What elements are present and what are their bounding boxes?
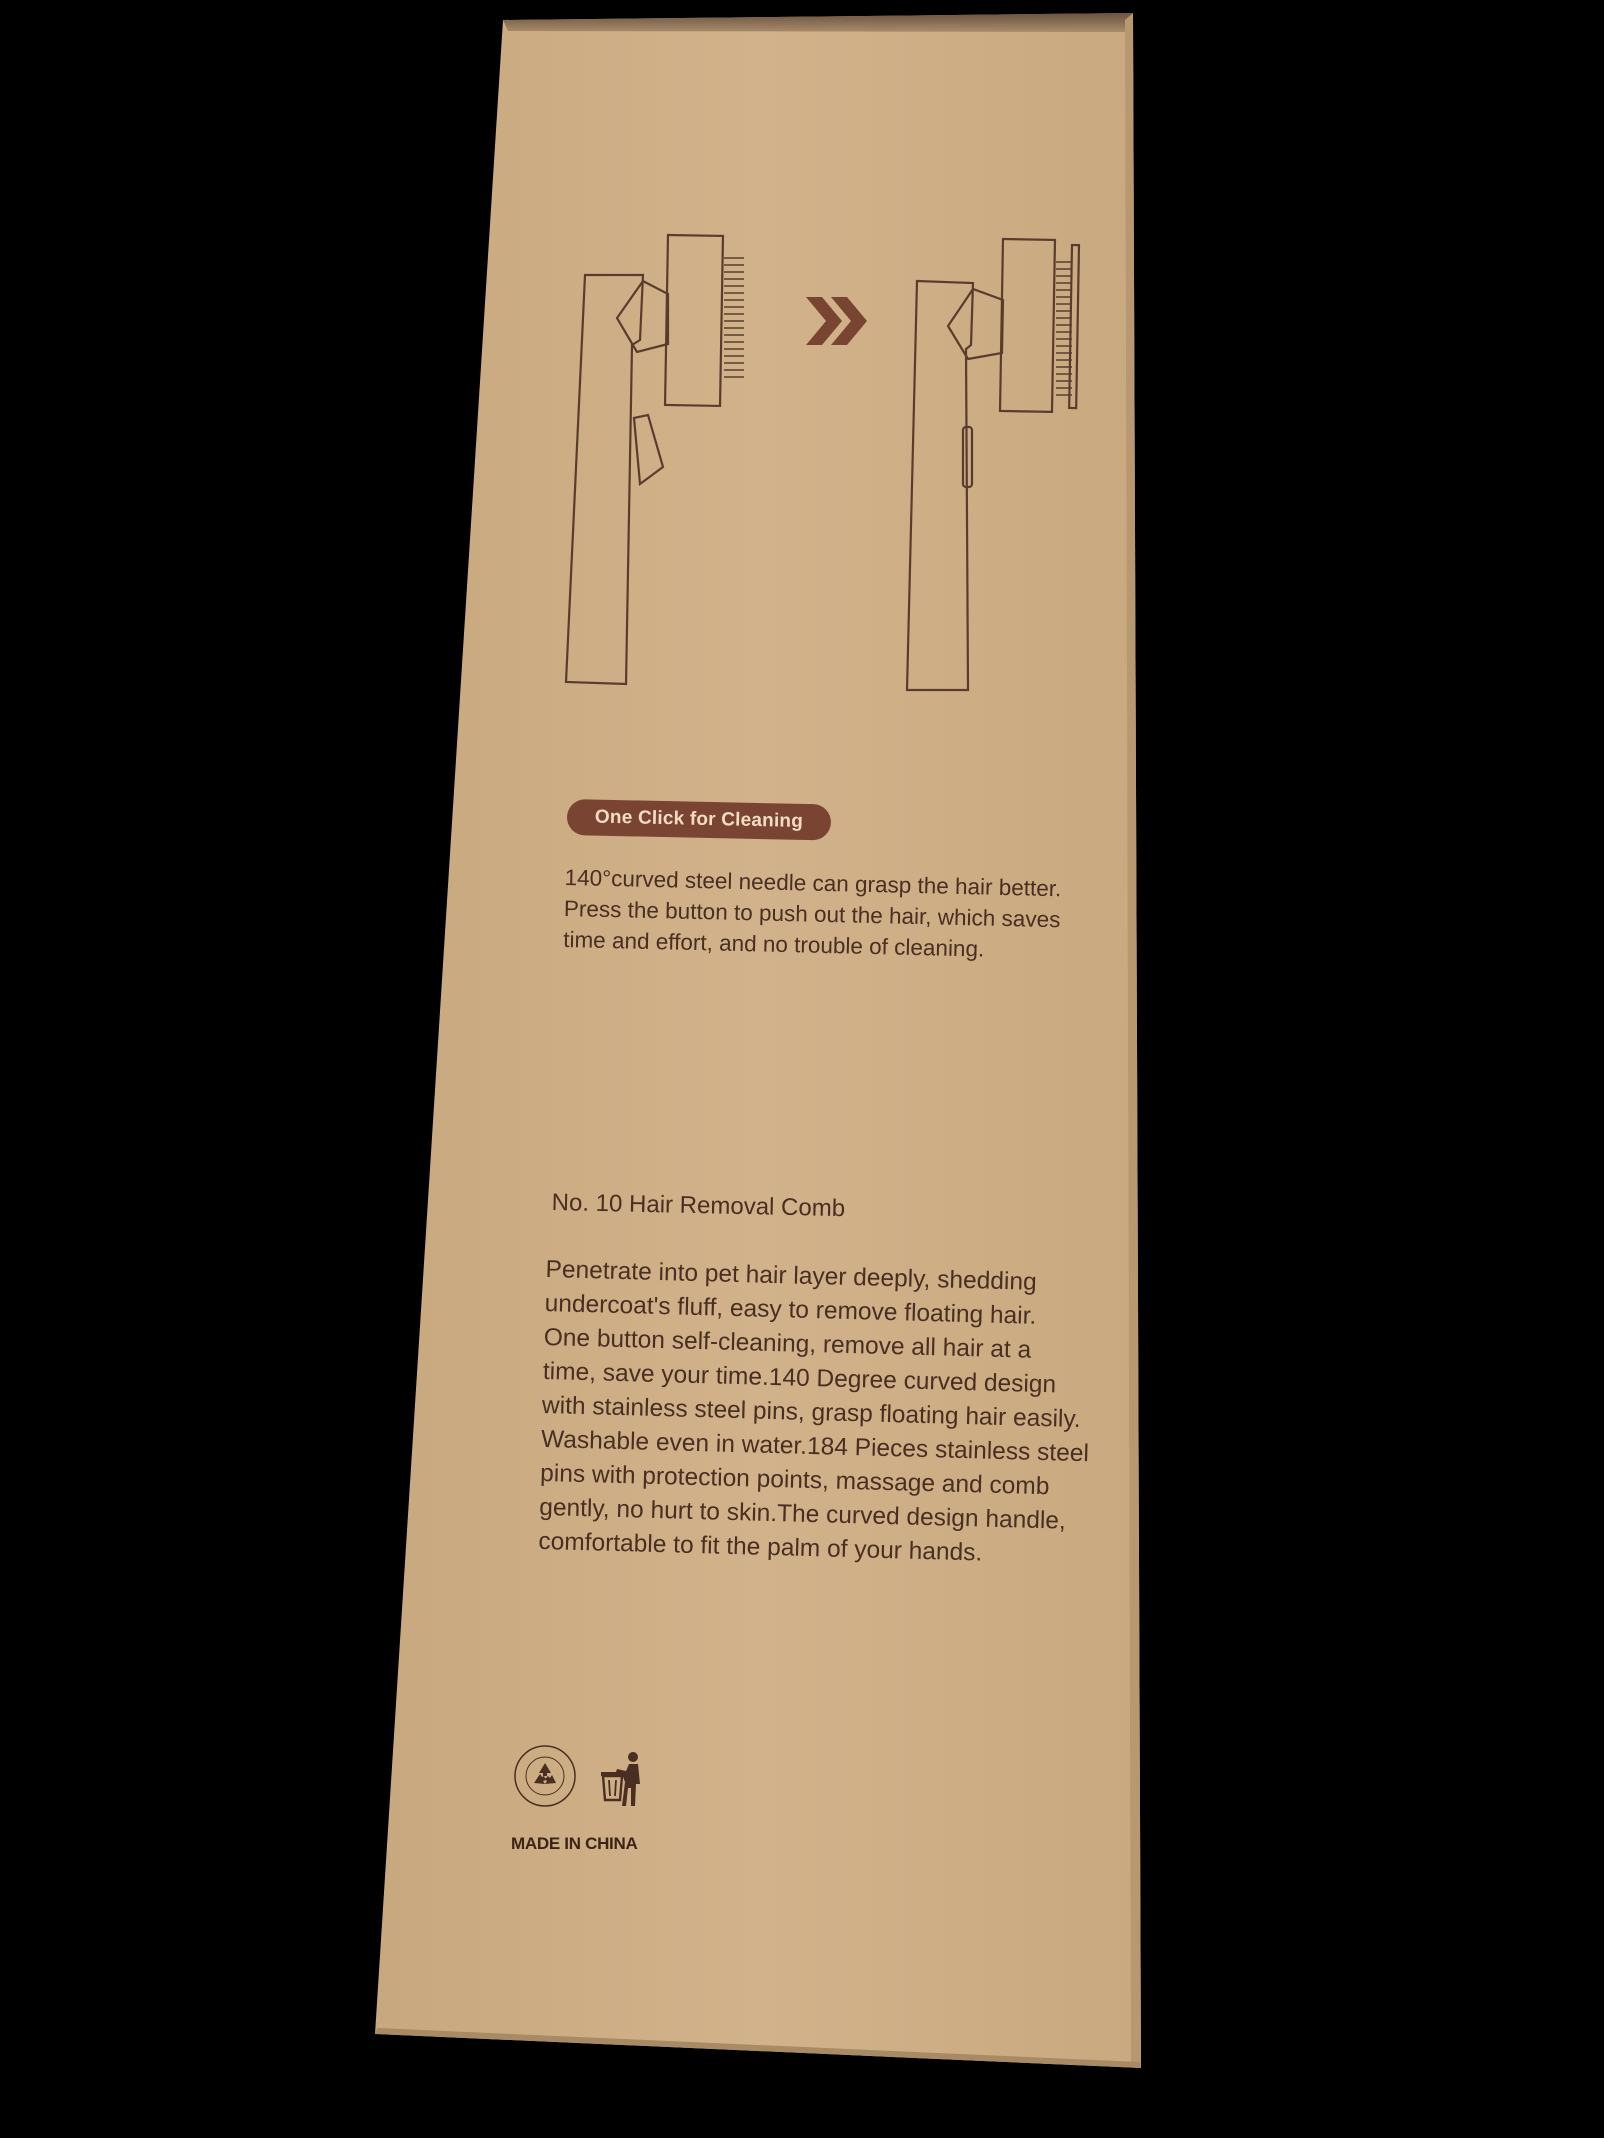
product-description: Penetrate into pet hair layer deeply, shedding undercoat's fluff, easy to remove floating hair. One button self-cleaning, remove all hair at a time, save your time.140 Degree curved design with stainless steel pins, grasp floating hair easily. Washable even in water.184 Pieces stainless steel pins with protection points, massage and comb gently, no hurt to skin.The curved design handle, comfortable to fit the palm of your hands. — [538, 1255, 1090, 1567]
box-top-edge — [503, 13, 1133, 32]
made-in-label: MADE IN CHINA — [511, 1834, 638, 1853]
cleaning-description: 140°curved steel needle can grasp the hair better. Press the button to push out the hair, which saves time and effort, and no trouble of cleaning. — [562, 864, 1062, 962]
box-face — [375, 13, 1141, 2068]
environmental-recycle-icon — [512, 1743, 578, 1809]
product-title: No. 10 Hair Removal Comb — [551, 1188, 846, 1223]
trash-bin-icon — [600, 1750, 650, 1808]
feature-badge: One Click for Cleaning — [567, 799, 832, 841]
